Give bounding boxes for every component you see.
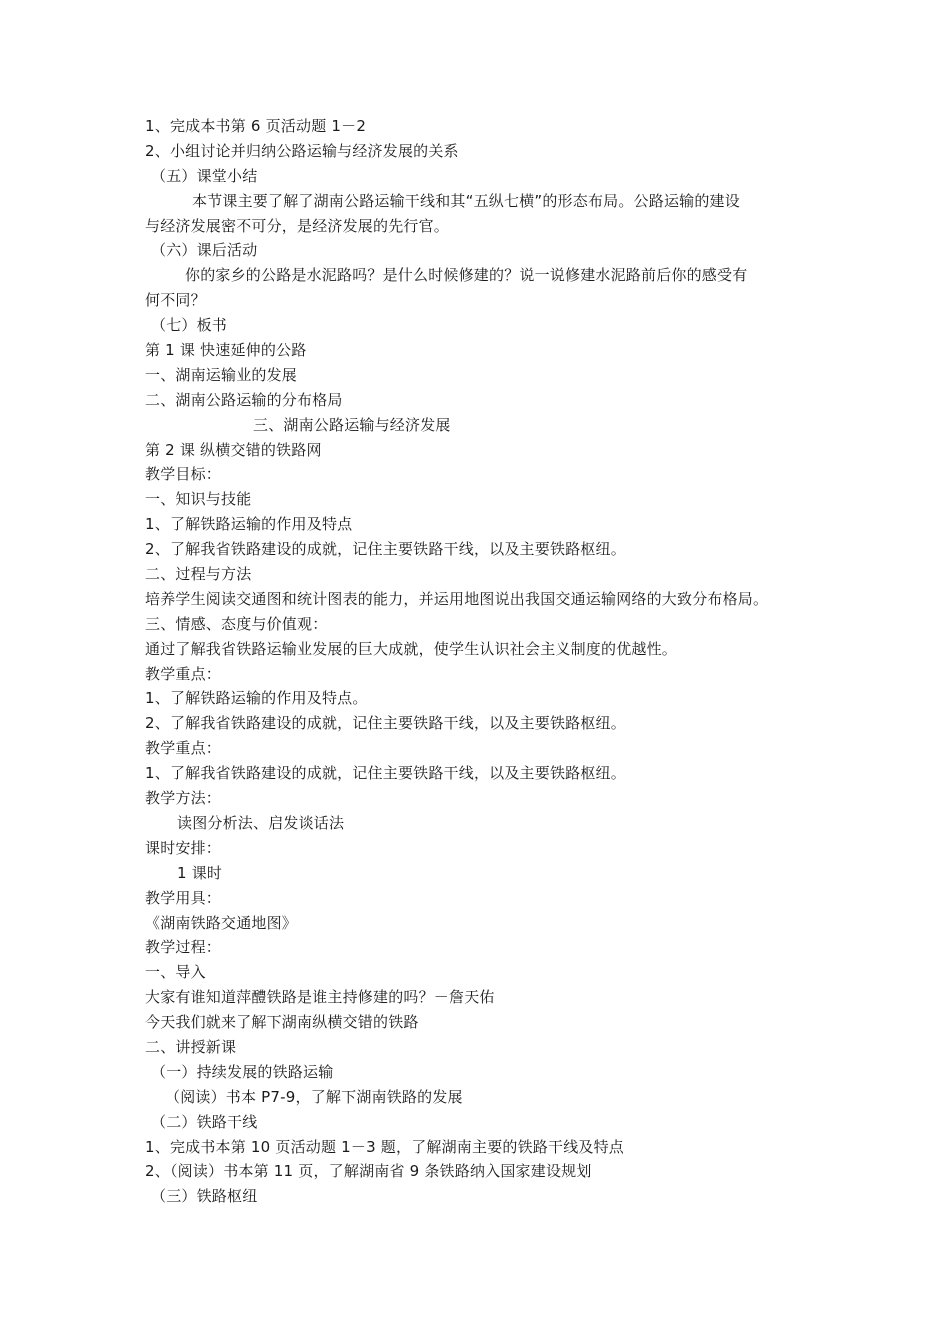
text-line: 二、过程与方法 xyxy=(145,565,252,584)
section-heading: （五）课堂小结 xyxy=(151,166,258,185)
section-label: 教学重点： xyxy=(145,739,222,758)
paragraph-line: 与经济发展密不可分，是经济发展的先行官。 xyxy=(145,216,450,235)
lesson-title: 第 1 课 快速延伸的公路 xyxy=(145,341,307,360)
section-label: 教学过程： xyxy=(145,938,222,957)
text-line: 2、（阅读）书本第 11 页，了解湖南省 9 条铁路纳入国家建设规划 xyxy=(145,1162,592,1181)
text-line: 2、小组讨论并归纳公路运输与经济发展的关系 xyxy=(145,141,459,160)
text-line: 读图分析法、启发谈话法 xyxy=(177,813,345,832)
text-line: （阅读）书本 P7-9，了解下湖南铁路的发展 xyxy=(165,1087,463,1106)
section-label: 教学重点： xyxy=(145,664,222,683)
section-heading: （二）铁路干线 xyxy=(151,1112,258,1131)
text-line: 2、了解我省铁路建设的成就，记住主要铁路干线，以及主要铁路枢纽。 xyxy=(145,714,626,733)
text-line: 培养学生阅读交通图和统计图表的能力，并运用地图说出我国交通运输网络的大致分布格局。 xyxy=(145,589,769,608)
text-line: 2、了解我省铁路建设的成就，记住主要铁路干线，以及主要铁路枢纽。 xyxy=(145,540,626,559)
text-line: 三、湖南公路运输与经济发展 xyxy=(253,415,451,434)
text-line: 1 课时 xyxy=(177,863,223,882)
text-line: 1、完成本书第 6 页活动题 1－2 xyxy=(145,117,367,135)
text-line: 二、讲授新课 xyxy=(145,1037,237,1056)
paragraph-line: 你的家乡的公路是水泥路吗？是什么时候修建的？说一说修建水泥路前后你的感受有 xyxy=(185,266,748,285)
section-heading: （七）板书 xyxy=(151,316,228,335)
text-line: 一、导入 xyxy=(145,963,206,982)
section-heading: （三）铁路枢纽 xyxy=(151,1187,258,1206)
text-line: 二、湖南公路运输的分布格局 xyxy=(145,390,343,409)
text-line: 1、了解我省铁路建设的成就，记住主要铁路干线，以及主要铁路枢纽。 xyxy=(145,764,626,783)
text-line: 1、了解铁路运输的作用及特点 xyxy=(145,515,353,534)
paragraph-line: 本节课主要了解了湖南公路运输干线和其“五纵七横”的形态布局。公路运输的建设 xyxy=(192,191,740,210)
section-label: 教学方法： xyxy=(145,789,222,808)
text-line: 一、湖南运输业的发展 xyxy=(145,365,298,384)
text-line: 通过了解我省铁路运输业发展的巨大成就，使学生认识社会主义制度的优越性。 xyxy=(145,639,678,658)
section-heading: （六）课后活动 xyxy=(151,241,258,260)
section-label: 教学用具： xyxy=(145,888,222,907)
text-line: 1、了解铁路运输的作用及特点。 xyxy=(145,689,368,708)
paragraph-line: 何不同？ xyxy=(145,291,206,310)
document-page xyxy=(145,114,835,1209)
lesson-title: 第 2 课 纵横交错的铁路网 xyxy=(145,440,322,459)
text-line: 三、情感、态度与价值观： xyxy=(145,614,328,633)
section-heading: （一）持续发展的铁路运输 xyxy=(151,1062,334,1081)
text-line: 一、知识与技能 xyxy=(145,490,252,509)
text-line: 1、完成书本第 10 页活动题 1－3 题，了解湖南主要的铁路干线及特点 xyxy=(145,1137,624,1156)
section-label: 课时安排： xyxy=(145,838,222,857)
text-line: 今天我们就来了解下湖南纵横交错的铁路 xyxy=(145,1013,419,1032)
text-line: 《湖南铁路交通地图》 xyxy=(145,913,298,932)
section-label: 教学目标： xyxy=(145,465,222,484)
text-line: 大家有谁知道萍醴铁路是谁主持修建的吗？－詹天佑 xyxy=(145,988,495,1007)
